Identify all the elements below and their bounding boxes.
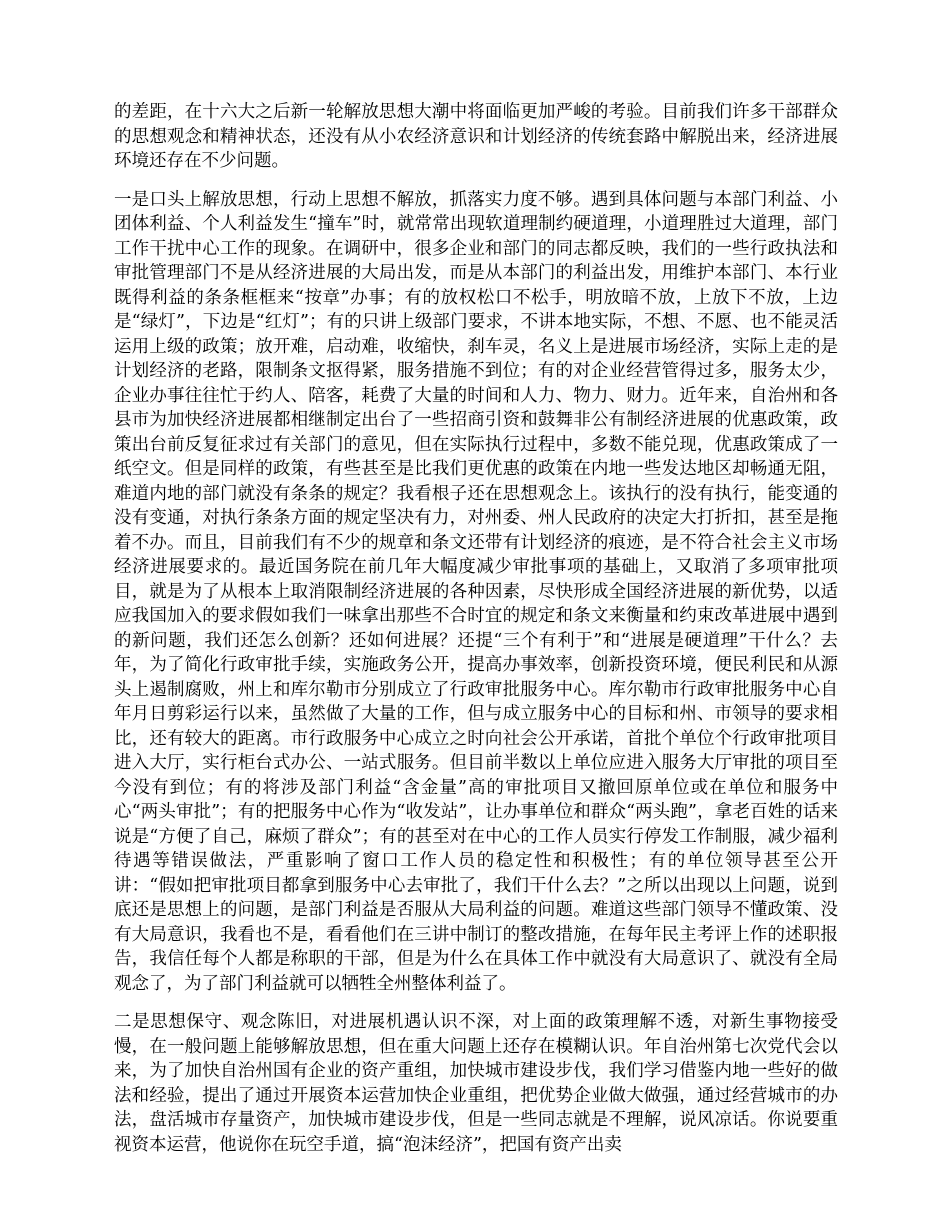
document-body xyxy=(114,100,838,1171)
paragraph-point-one: 一是口头上解放思想，行动上思想不解放，抓落实力度不够。遇到具体问题与本部门利益、小团体利益、个人利益发生“撞车”时，就常常出现软道理制约硬道理，小道理胜过大道理，部门工作干扰中心工作的现象。在调研中，很多企业和部门的同志都反映，我们的一些行政执法和审批管理部门不是从经济进展的大局出发，而是从本部门的利益出发，用维护本部门、本行业既得利益的条条框框来“按章”办事；有的放权松口不松手，明放暗不放，上放下不放，上边是“绿灯”，下边是“红灯”；有的只讲上级部门要求，不讲本地实际，不想、不愿、也不能灵活运用上级的政策；放开难，启动难，收缩快，刹车灵，名义上是进展市场经济，实际上走的是计划经济的老路，限制条文抠得紧，服务措施不到位；有的对企业经营管得过多，服务太少，企业办事往往忙于约人、陪客，耗费了大量的时间和人力、物力、财力。近年来，自治州和各县市为加快经济进展都相继制定出台了一些招商引资和鼓舞非公有制经济进展的优惠政策，政策出台前反复征求过有关部门的意见，但在实际执行过程中，多数不能兑现，优惠政策成了一纸空文。但是同样的政策，有些甚至是比我们更优惠的政策在内地一些发达地区却畅通无阻，难道内地的部门就没有条条的规定？我看根子还在思想观念上。该执行的没有执行，能变通的没有变通，对执行条条方面的规定坚决有力，对州委、州人民政府的决定大打折扣，甚至是拖着不办。而且，目前我们有不少的规章和条文还带有计划经济的痕迹，是不符合社会主义市场经济进展要求的。最近国务院在前几年大幅度减少审批事项的基础上，又取消了多项审批项目，就是为了从根本上取消限制经济进展的各种因素，尽快形成全国经济进展的新优势，以适应我国加入的要求假如我们一味拿出那些不合时宜的规定和条文来衡量和约束改革进展中遇到的新问题，我们还怎么创新？还如何进展？还提“三个有利于”和“进展是硬道理”干什么？去年，为了简化行政审批手续，实施政务公开，提高办事效率，创新投资环境，便民利民和从源头上遏制腐败，州上和库尔勒市分别成立了行政审批服务中心。库尔勒市行政审批服务中心自年月日剪彩运行以来，虽然做了大量的工作，但与成立服务中心的目标和州、市领导的要求相比，还有较大的距离。市行政服务中心成立之时向社会公开承诺，首批个单位个行政审批项目进入大厅，实行柜台式办公、一站式服务。但目前半数以上单位应进入服务大厅审批的项目至今没有到位；有的将涉及部门利益“含金量”高的审批项目又撤回原单位或在单位和服务中心“两头审批”；有的把服务中心作为“收发站”，让办事单位和群众“两头跑”，拿老百姓的话来说是“方便了自己，麻烦了群众”；有的甚至对在中心的工作人员实行停发工作制服，减少福利待遇等错误做法，严重影响了窗口工作人员的稳定性和积极性；有的单位领导甚至公开讲：“假如把审批项目都拿到服务中心去审批了，我们干什么去？”之所以出现以上问题，说到底还是思想上的问题，是部门利益是否服从大局利益的问题。难道这些部门领导不懂政策、没有大局意识，我看也不是，看看他们在三讲中制订的整改措施，在每年民主考评上作的述职报告，我信任每个人都是称职的干部，但是为什么在具体工作中就没有大局意识了、就没有全局观念了，为了部门利益就可以牺牲全州整体利益了。 xyxy=(114,189,838,994)
paragraph-intro: 的差距，在十六大之后新一轮解放思想大潮中将面临更加严峻的考验。目前我们许多干部群众的思想观念和精神状态，还没有从小农经济意识和计划经济的传统套路中解脱出来，经济进展环境还存在不少问题。 xyxy=(114,102,838,171)
paragraph-point-two: 二是思想保守、观念陈旧，对进展机遇认识不深，对上面的政策理解不透，对新生事物接受慢，在一般问题上能够解放思想，但在重大问题上还存在模糊认识。年自治州第七次党代会以来，为了加快自治州国有企业的资产重组，加快城市建设步伐，我们学习借鉴内地一些好的做法和经验，提出了通过开展资本运营加快企业重组，把优势企业做大做强，通过经营城市的办法，盘活城市存量资产，加快城市建设步伐，但是一些同志就是不理解，说风凉话。你说要重视资本运营，他说你在玩空手道，搞“泡沫经济”，把国有资产出卖 xyxy=(114,1012,838,1155)
